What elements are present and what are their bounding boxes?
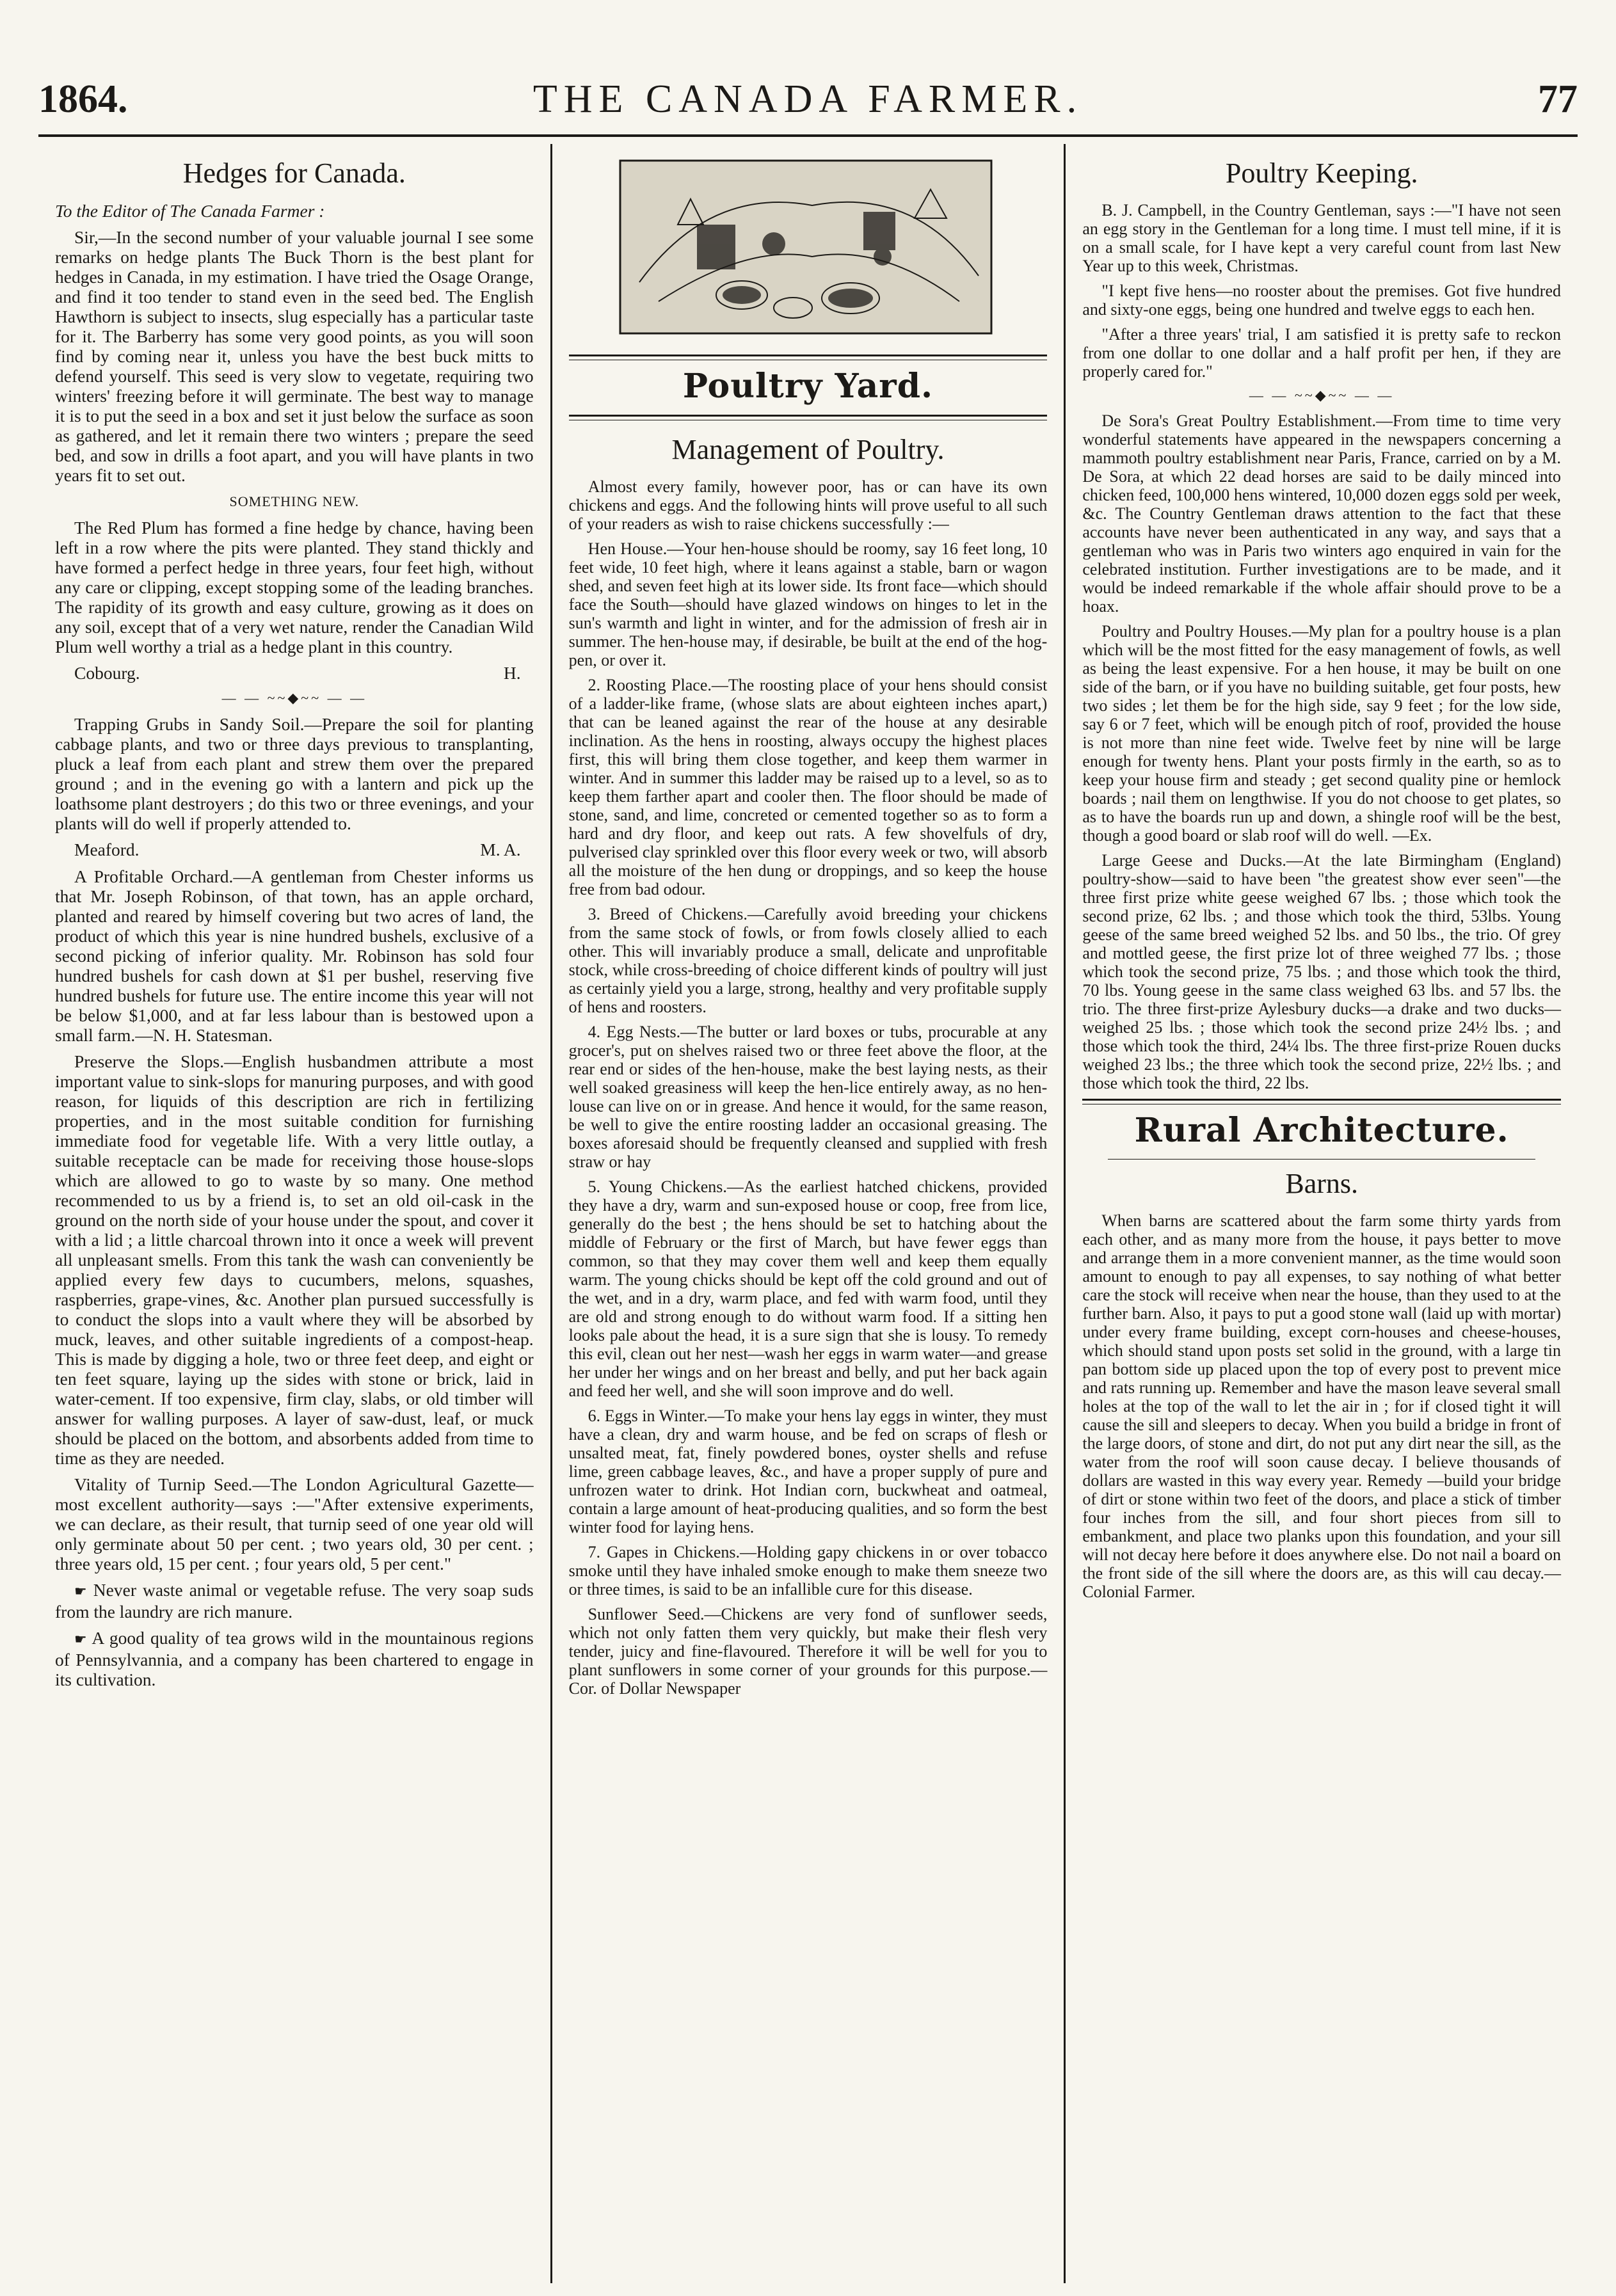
paragraph: 7. Gapes in Chickens.—Holding gapy chickens in or over tobacco smoke until they have inhaled smoke enough to make them sneeze two or three times, is said to be an infallible cure for this disease. <box>568 1543 1048 1598</box>
column-1 <box>38 144 550 2283</box>
section-title-poultry-yard: Poultry Yard. <box>682 367 934 406</box>
signature-place: Meaford. <box>74 840 140 859</box>
signature-name: H. <box>503 663 521 683</box>
poultry-yard-illustration <box>582 148 1030 340</box>
subheading: SOMETHING NEW. <box>229 493 360 509</box>
signature-name: M. A. <box>480 840 521 859</box>
paragraph: 3. Breed of Chickens.—Carefully avoid breeding your chickens from the same stock of fowls, or from fowls closely allied to each other. This will invariably produce a small, delicate and unprofitable stock, while cross-breeding of choice different kinds of poultry will just as certainly yield you a large, strong, healthy and very profitable supply of hens and roosters. <box>568 905 1048 1016</box>
paragraph: Hen House.—Your hen-house should be roomy, say 16 feet long, 10 feet wide, 10 feet high, where it leans against a stable, barn or wagon shed, and seven feet high at its lower side. Its front face—which should face the South—should have glazed windows on hinges to let in the sun's warmth and light in winter, and for the admission of fresh air in summer. The hen-house may, if desirable, be built at the end of the hog-pen, or over it. <box>568 539 1048 669</box>
note-text: A good quality of tea grows wild in the mountainous regions of Pennsylvannia, and a company has been chartered to engage in its cultivation. <box>55 1628 534 1689</box>
section-title-rural-architecture: Rural Architecture. <box>1134 1111 1509 1150</box>
paragraph: 2. Roosting Place.—The roosting place of your hens should consist of a ladder-like frame, (whose slats are about eighteen inches apart,) that can be leaned against the rear of the house at any desirable inclination. As the hens in roosting, always occupy the highest places first, this will bring them close together, and keep them warmer in winter. And in summer this ladder may be raised up to a level, so as to keep them farther apart and cooler then. The floor should be made of stone, sand, and lime, concreted or cemented together so as to form a hard and dry floor, and keep out rats. A few shovelfuls of dry, pulverised clay sprinkled over this floor every week or two, will absorb all the moisture of the hen dung or droppings, and so keep the house free from bad odour. <box>568 676 1048 898</box>
paper-name: THE CANADA FARMER. <box>532 77 1084 121</box>
column-3 <box>1064 144 1578 2283</box>
section-rule <box>569 355 1048 360</box>
paragraph: 5. Young Chickens.—As the earliest hatched chickens, provided they have a dry, warm and sun-exposed house or coop, free from lice, generally do the best ; the hens should be set to hatching about the middle of February or the first of March, but have fewer eggs than common, so that they may cover them well and keep them equally warm. The young chicks should be kept off the cold ground and out of the wet, and in a dry, warm place, and fed with warm food, until they are old and strong enough to do without warm food. If a sitting hen looks pale about the head, it is a sure sign that she is lousy. To remedy this evil, clean out her nest—wash her eggs in warm water—and grease her under her wings and on her breast and belly, and put her back again and feed her well, and she will soon improve and do well. <box>568 1177 1048 1400</box>
pointing-hand-icon: ☛ <box>74 1584 87 1600</box>
paragraph <box>55 1580 534 1622</box>
issue-year: 1864. <box>38 77 128 121</box>
paragraph: "After a three years' trial, I am satisfied it is pretty safe to reckon from one dollar to one dollar and a half profit per hen, if they are properly cared for." <box>1082 325 1562 381</box>
paragraph: Poultry and Poultry Houses.—My plan for a poultry house is a plan which will be the most fitted for the easy management of fowls, as well as being the least expensive. For a hen house, it may be built on one side of the barn, or if you have no building suitable, get four posts, hew two sides ; let them be for the high side, say 9 feet ; for the low side, say 6 or 7 feet, which will be enough pitch of roof, provided the house is not more than nine feet wide. Twelve feet by nine will be large enough for twenty hens. Plant your posts firmly in the earth, so as to keep your house firm and steady ; get second quality pine or hemlock boards ; nail them on lengthwise. If you do not choose to get plates, so as to have the boards run up and down, a shingle roof will be the best, though a good board or slab roof will do well. —Ex. <box>1082 622 1562 845</box>
paragraph: 6. Eggs in Winter.—To make your hens lay eggs in winter, they must have a clean, dry and warm house, and be fed on scraps of flesh or unsalted meat, fat, finely powdered bones, oyster shells and refuse lime, green cabbage leaves, &c., and have a proper supply of pure and unfrozen water to drink. Hot Indian corn, buckwheat and oatmeal, contain a large amount of heat-producing qualities, and so form the best winter food for laying hens. <box>568 1407 1048 1536</box>
columns <box>38 144 1578 2283</box>
salutation: To the Editor of The Canada Farmer : <box>55 201 325 221</box>
paragraph: Sir,—In the second number of your valuable journal I see some remarks on hedge plants The Buck Thorn is the best plant for hedges in Canada, in my estimation. I have tried the Osage Orange, and find it too tender to stand even in the seed bed. The English Hawthorn is subject to insects, slug especially has a particular taste for it. The Barberry has some very good points, as you will soon find by coming near it, unless you have the best buck mitts to defend yourself. This seed is very slow to vegetate, requiring two winters' freezing before it will germinate. The best way to manage it is to put the seed in a box and set it just below the surface as soon as gathered, and let it remain there two winters ; prepare the seed bed, and sow in drills a foot apart, and you will have plants in two years fit to set out. <box>55 227 534 485</box>
paragraph: A Profitable Orchard.—A gentleman from Chester informs us that Mr. Joseph Robinson, of that town, has an apple orchard, planted and reared by himself covering but two acres of land, the product of which this year is nine hundred bushels, exclusive of a second picking of inferior quality. Mr. Robinson has sold four hundred bushels for cash down at $1 per bushel, reserving five hundred bushels for future use. The entire income this year will not be below $1,000, and at far less labour than is bestowed upon a small farm.—N. H. Statesman. <box>55 866 534 1045</box>
paragraph: Preserve the Slops.—English husbandmen attribute a most important value to sink-slops for manuring purposes, and with good reason, for liquids of this description are rich in fertilizing properties, and in the most suitable condition for furnishing immediate food for vegetable life. With a very little outlay, a suitable receptacle can be made for receiving those house-slops which are allowed to go to waste by so many. One method recommended to us by a friend is, to set an old oil-cask in the ground on the north side of your house under the spout, and cover it with a lid ; a little charcoal thrown into it once a week will prevent all unpleasant smells. From this tank the wash can conveniently be applied every few days to cucumbers, melons, squashes, raspberries, grape-vines, &c. Another plan pursued successfully is to conduct the slops into a vault where they will be absorbed by muck, leaves, and other suitable ingredients of a compost-heap. This is made by digging a hole, two or three feet deep, and eight or ten feet square, laying up the sides with stone or brick, laid in water-cement. If too expensive, firm clay, slabs, or old timber will answer for walling purposes. A layer of saw-dust, leaf, or muck should be placed on the bottom, and absorbents added from time to time as they are needed. <box>55 1051 534 1468</box>
article-title-barns: Barns. <box>1285 1168 1358 1199</box>
masthead <box>38 77 1578 134</box>
article-title-poultry-keeping: Poultry Keeping. <box>1225 157 1418 189</box>
paragraph: "I kept five hens—no rooster about the premises. Got five hundred and sixty-one eggs, being one hundred and twelve eggs to each hen. <box>1082 282 1562 319</box>
paragraph <box>55 1628 534 1689</box>
note-text: Never waste animal or vegetable refuse. The very soap suds from the laundry are rich manure. <box>55 1580 534 1622</box>
article-title-management: Management of Poultry. <box>671 434 945 465</box>
paragraph: Vitality of Turnip Seed.—The London Agricultural Gazette—most excellent authority—says :—"After extensive experiments, we can declare, as their result, that turnip seed of one year old will only germinate about 50 per cent. ; two years old, 30 per cent. ; three years old, 15 per cent. ; four years old, 5 per cent." <box>55 1474 534 1574</box>
paragraph: Almost every family, however poor, has or can have its own chickens and eggs. And the following hints will prove useful to all such of your readers as wish to raise chickens successfully :— <box>568 477 1048 533</box>
pointing-hand-icon: ☛ <box>74 1632 87 1648</box>
paragraph: When barns are scattered about the farm some thirty yards from each other, and as many more from the house, it pays better to move and arrange them in a more convenient manner, as the time would soon amount to enough to pay all expenses, to say nothing of what better care the stock will receive when near the house, than they used to at the further barn. Also, it pays to put a good stone wall (laid up with mortar) under every frame building, except corn-houses and cheese-houses, which should stand upon posts set solid in the ground, with a large tin pan bottom side up placed upon the top of every post to prevent mice and rats running up. Remember and have the mason leave several small holes at the top of the wall to let the air in ; for if closed tight it will cause the sill and sleepers to decay. When you build a bridge in front of the large doors, of stone and dirt, do not put any dirt near the sill, as the water from the roof will soon cause decay. I believe thousands of dollars are wasted in this way every year. Remedy —build your bridge of dirt or stone within two feet of the doors, and place a stick of timber four inches from the sill, and four short pieces from sill to embankment, and place two planks upon this foundation, and your sill will not decay here before it does anywhere else. Do not nail a board on the front side of the sill where the doors are, as this will cau decay.—Colonial Farmer. <box>1082 1211 1562 1601</box>
ornament-divider: — — ~~◆~~ — — <box>1249 387 1395 403</box>
signature <box>55 840 534 860</box>
paragraph: Large Geese and Ducks.—At the late Birmingham (England) poultry-show—said to have been "the greatest show ever seen"—the three first prize white geese weighed 67 lbs. ; those which took the second prize, 62 lbs. ; and those which took the third, 53lbs. Young geese of the same breed weighed 52 lbs. and 50 lbs., the trio. Of grey and mottled geese, the first prize lot of three weighed 77 lbs. ; those which took the second prize, 75 lbs. ; and those which took the third, 70 lbs. Young geese in the same class weighed 63 lbs. and 57 lbs. the trio. The three first-prize Aylesbury ducks—a drake and two ducks—weighed 25 lbs. ; those which took the second prize 24½ lbs. ; and those which took the third, 24¼ lbs. The three first-prize Rouen ducks weighed 23 lbs.; the three which took the second prize, 22½ lbs. ; and those which took the third, 22 lbs. <box>1082 851 1562 1092</box>
section-rule <box>569 415 1048 420</box>
paragraph: 4. Egg Nests.—The butter or lard boxes or tubs, procurable at any grocer's, put on shelves raised two or three feet above the floor, at the rear end or sides of the hen-house, make the best laying nests, as their well soaked greasiness will keep the hen-lice entirely away, as no hen-louse can live on or in grease. And hence it would, for the same reason, be well to give the entire roosting ladder an occasional greasing. The boxes aforesaid should be frequently cleansed and supplied with fresh straw or hay <box>568 1023 1048 1171</box>
column-2 <box>550 144 1064 2283</box>
paragraph: Sunflower Seed.—Chickens are very fond of sunflower seeds, which not only fatten them very quickly, but make their flesh very tender, juicy and fine-flavoured. Therefore it will be well for you to plant sunflowers in some corner of your grounds for this purpose.—Cor. of Dollar Newspaper <box>568 1605 1048 1698</box>
signature-place: Cobourg. <box>74 663 140 683</box>
paragraph: Trapping Grubs in Sandy Soil.—Prepare the soil for planting cabbage plants, and two or three days previous to transplanting, pluck a leaf from each plant and strew them over the prepared ground ; and in the evening go with a lantern and pick up the loathsome plant destroyers ; do this two or three evenings, and your plants will do well if properly attended to. <box>55 714 534 833</box>
ornament-divider: — — ~~◆~~ — — <box>221 690 367 706</box>
article-title-hedges: Hedges for Canada. <box>182 157 406 189</box>
section-rule <box>1082 1099 1561 1104</box>
masthead-rule <box>38 134 1578 137</box>
paragraph: De Sora's Great Poultry Establishment.—From time to time very wonderful statements have appeared in the newspapers concerning a mammoth poultry establishment near Paris, France, carried on by a M. De Sora, at which 22 dead horses are said to be daily minced into chicken feed, 100,000 hens wintered, 10,000 dozen eggs sold per week, &c. The Country Gentleman draws attention to the fact that these accounts have never been authenticated in any way, and says that a gentleman who was in Paris two winters ago enquired in vain for the celebrated institution. Further investigations are to be made, and it would be indeed remarkable if the whole affair should prove to be a hoax. <box>1082 411 1562 616</box>
page-number: 77 <box>1538 77 1578 121</box>
paragraph: B. J. Campbell, in the Country Gentleman, says :—"I have not seen an egg story in the Gentleman for a long time. I must tell mine, if it is on a small scale, for I have kept a very careful count from last New Year up to this week, Christmas. <box>1082 201 1562 275</box>
thin-rule <box>1108 1159 1535 1160</box>
paragraph: The Red Plum has formed a fine hedge by chance, having been left in a row where the pits were planted. They stand thickly and have formed a perfect hedge in three years, four feet high, without any care or clipping, except stopping some of the leading branches. The rapidity of its growth and easy culture, growing as it does on any soil, except that of a very wet nature, render the Canadian Wild Plum well worthy a trial as a hedge plant in this country. <box>55 518 534 657</box>
signature <box>55 663 534 683</box>
